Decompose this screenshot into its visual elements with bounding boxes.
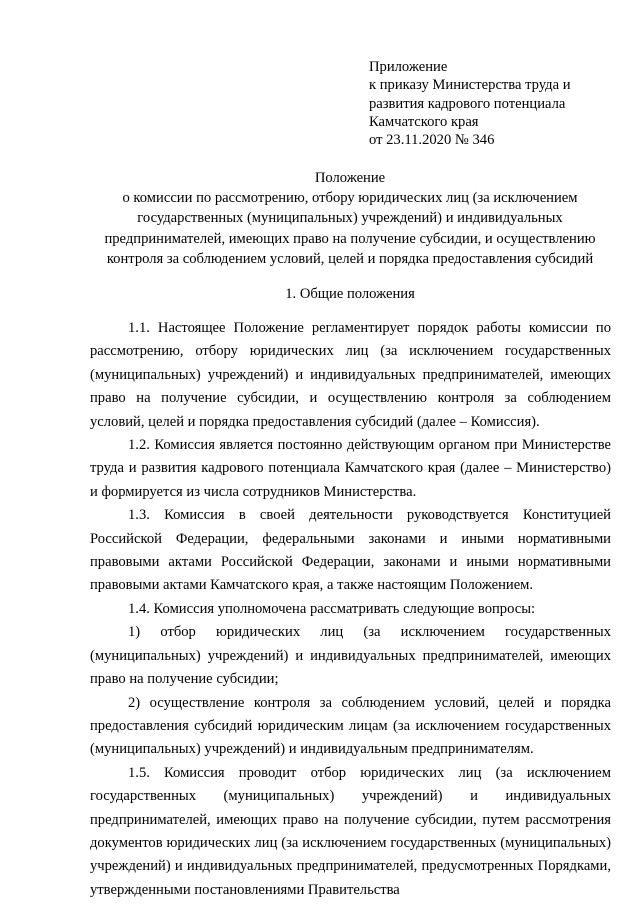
list-item-2: 2) осуществление контроля за соблюдением условий, целей и порядка предоставления субсидий юридическим лицам (за исключением государственных (муниципальных) учреждений) и индивидуальным предпринимателям. (90, 694, 611, 758)
title-line: Положение (314, 170, 386, 186)
section-heading: 1. Общие положения (285, 286, 415, 302)
document-body (90, 317, 611, 902)
document-title (90, 168, 610, 269)
appendix-line: Камчатского края (369, 113, 479, 130)
paragraph-1-1: 1.1. Настоящее Положение регламентирует порядок работы комиссии по рассмотрению, отбору юридических лиц (за исключением государственных (муниципальных) учреждений) и индивидуальных предпринимателей, имеющих право на получение субсидии, и осуществлению контроля за соблюдением условий, целей и порядка предоставления субсидий (далее – Комиссия). (90, 320, 611, 430)
title-line: контроля за соблюдением условий, целей и порядка предоставления субсидий (106, 250, 594, 267)
appendix-line: Приложение (369, 59, 448, 75)
paragraph-1-2: 1.2. Комиссия является постоянно действующим органом при Министерстве труда и развития кадрового потенциала Камчатского края (далее – Министерство) и формируется из числа сотрудников Министерства. (90, 437, 611, 500)
list-item-1: 1) отбор юридических лиц (за исключением государственных (муниципальных) учреждений) и индивидуальных предпринимателей, имеющих право на получение субсидии; (90, 624, 611, 688)
paragraph-1-4: 1.4. Комиссия уполномочена рассматривать следующие вопросы: (128, 600, 536, 617)
title-line: государственных (муниципальных) учреждений) и индивидуальных (137, 210, 563, 227)
appendix-date-number: от 23.11.2020 № 346 (369, 132, 495, 149)
appendix-line: развития кадрового потенциала (369, 95, 566, 112)
appendix-block (369, 58, 629, 149)
title-line: предпринимателей, имеющих право на получение субсидии, и осуществлению (104, 230, 596, 247)
paragraph-1-3: 1.3. Комиссия в своей деятельности руководствуется Конституцией Российской Федерации, федеральными законами и иными нормативными правовыми актами Российской Федерации, законами и иными нормативными правовыми актами Камчатского края, а также настоящим Положением. (90, 507, 611, 594)
title-line: о комиссии по рассмотрению, отбору юридических лиц (за исключением (122, 190, 578, 207)
appendix-line: к приказу Министерства труда и (369, 77, 571, 94)
paragraph-1-5: 1.5. Комиссия проводит отбор юридических лиц (за исключением государственных (муниципальных) учреждений) и индивидуальных предпринимателей, имеющих право на получение субсидии, путем рассмотрения документов юридических лиц (за исключением государственных (муниципальных) учреждений) и индивидуальных предпринимателей, предусмотренных Порядками, утвержденными постановлениями Правительства (90, 764, 611, 898)
